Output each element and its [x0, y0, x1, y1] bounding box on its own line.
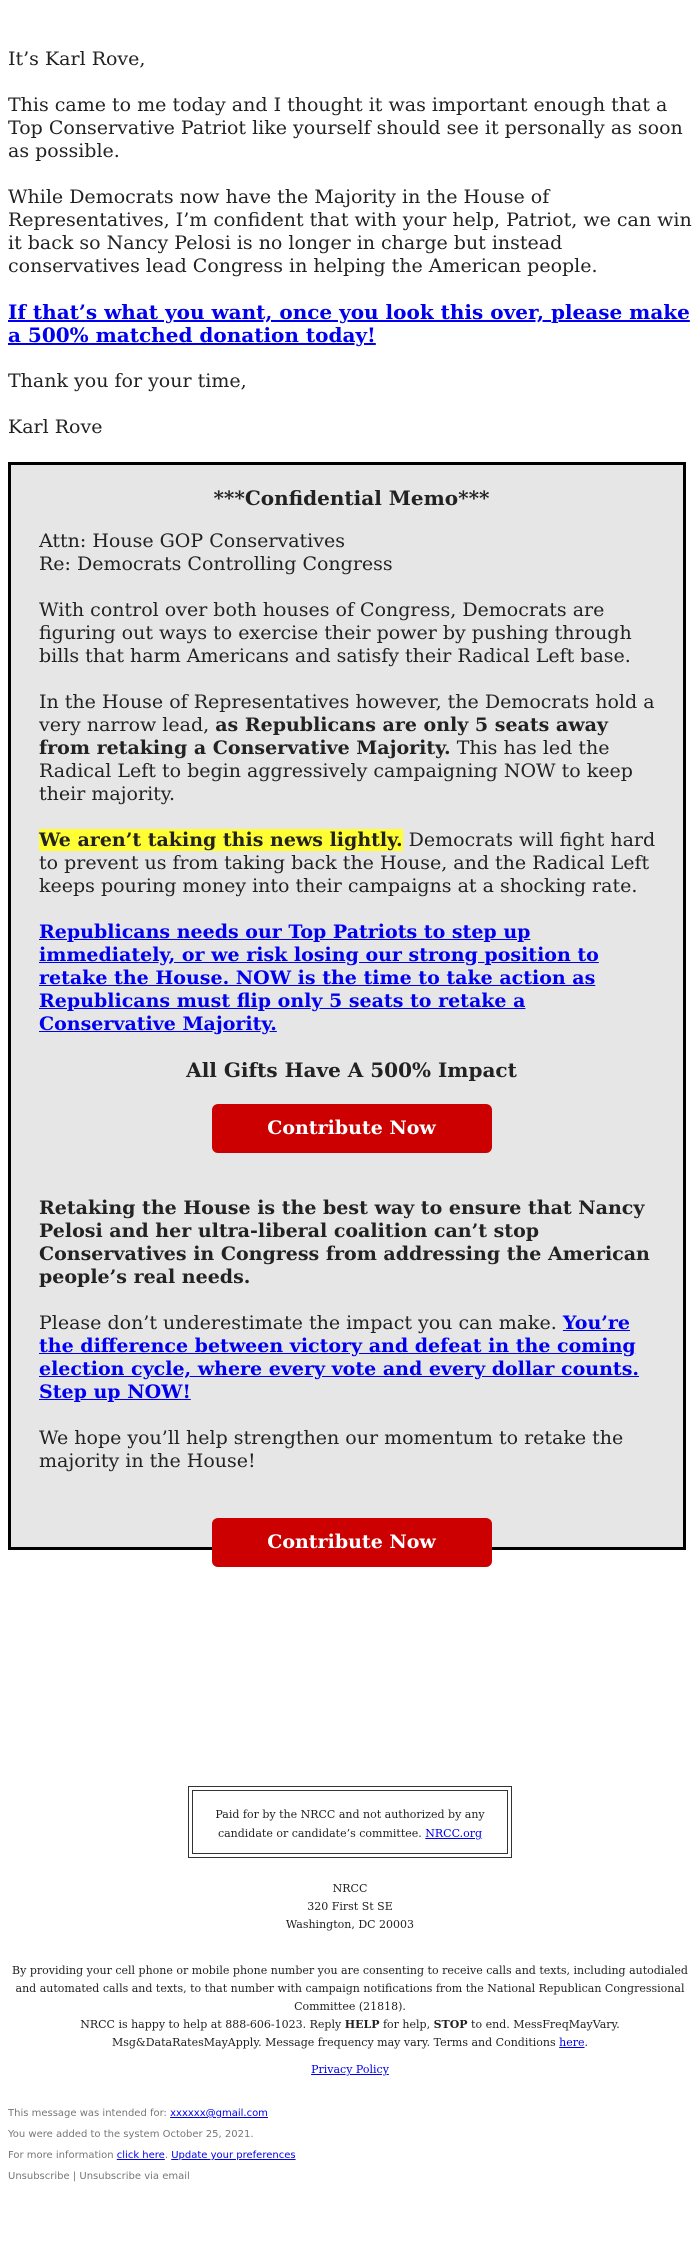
- memo-paragraph-4: Retaking the House is the best way to ensure that Nancy Pelosi and her ultra-liberal coalition can’t stop Conservatives in Congress from addressing the American people’s real needs.: [39, 1197, 650, 1288]
- greeting: It’s Karl Rove,: [8, 48, 146, 70]
- contribute-button[interactable]: Contribute Now: [212, 1104, 492, 1153]
- intro-section: [8, 48, 692, 462]
- impact-heading: All Gifts Have A 500% Impact: [186, 1058, 517, 1082]
- donation-link[interactable]: If that’s what you want, once you look this over, please make a 500% matched donation today!: [8, 300, 690, 347]
- added-date: You were added to the system October 25, 2021.: [8, 2129, 254, 2140]
- privacy-policy-link[interactable]: Privacy Policy: [311, 2063, 389, 2076]
- intro-paragraph-1: This came to me today and I thought it was important enough that a Top Conservative Patriot like yourself should see it personally as soon as possible.: [8, 94, 683, 162]
- memo-paragraph-3: We aren’t taking this news lightly. Democrats will fight hard to prevent us from taking back the House, and the Radical Left keeps pouring money into their campaigns at a shocking rate.: [39, 829, 656, 897]
- memo-action-link[interactable]: Republicans needs our Top Patriots to step up immediately, or we risk losing our strong position to retake the House. NOW is the time to take action as Republicans must flip only 5 seats to retake a Conservative Majority.: [39, 921, 599, 1035]
- nrcc-link[interactable]: NRCC.org: [425, 1827, 483, 1840]
- paid-by-text: Paid for by the NRCC and not authorized by any candidate or candidate’s committee.: [215, 1808, 485, 1840]
- recipient-email-link[interactable]: xxxxxx@gmail.com: [170, 2108, 268, 2119]
- memo-attn: Attn: House GOP Conservatives: [39, 530, 345, 552]
- memo-paragraph-2: In the House of Representatives however, the Democrats hold a very narrow lead, as Republicans are only 5 seats away from retaking a Conservative Majority. This has led the Radical Left to begin aggressively campaigning NOW to keep their majority.: [39, 691, 655, 805]
- unsubscribe-links[interactable]: Unsubscribe | Unsubscribe via email: [8, 2171, 190, 2182]
- signature: Karl Rove: [8, 416, 103, 438]
- terms-link[interactable]: here: [559, 2036, 585, 2049]
- email-meta: This message was intended for: xxxxxx@gmail.com You were added to the system October 25, 2021. For more information click here. Update your preferences Unsubscribe | Unsubscribe via email: [8, 2103, 296, 2187]
- confidential-memo: [8, 462, 686, 1553]
- memo-stepup-link[interactable]: You’re the difference between victory and defeat in the coming election cycle, where every vote and every dollar counts. Step up NOW!: [39, 1312, 640, 1403]
- click-here-link[interactable]: click here: [116, 2150, 165, 2161]
- help-text: NRCC is happy to help at 888-606-1023. Reply HELP for help, STOP to end. MessFreqMayVary. Msg&DataRatesMayApply. Message frequency may vary. Terms and Conditions here.: [80, 2018, 620, 2049]
- memo-title: ***Confidential Memo***: [213, 486, 490, 510]
- memo-paragraph-5: Please don’t underestimate the impact you can make. You’re the difference between victory and defeat in the coming election cycle, where every vote and every dollar counts. Step up NOW!: [39, 1312, 640, 1403]
- paid-for-box: [188, 1786, 512, 1858]
- intro-paragraph-2: While Democrats now have the Majority in the House of Representatives, I’m confident that with your help, Patriot, we can win it back so Nancy Pelosi is no longer in charge but instead conservatives lead Congress in helping the American people.: [8, 186, 692, 277]
- consent-text: By providing your cell phone or mobile phone number you are consenting to receive calls and texts, including autodialed and automated calls and texts, to that number with campaign notifications from the National Republican Congressional Committee (21818).: [12, 1964, 688, 2013]
- thanks-text: Thank you for your time,: [8, 370, 247, 392]
- highlight-text: We aren’t taking this news lightly.: [39, 829, 403, 851]
- memo-paragraph-6: We hope you’ll help strengthen our momentum to retake the majority in the House!: [39, 1427, 624, 1472]
- update-preferences-link[interactable]: Update your preferences: [171, 2150, 296, 2161]
- contribute-button-2[interactable]: Contribute Now: [212, 1518, 492, 1567]
- mailing-address: NRCC 320 First St SE Washington, DC 20003: [285, 1882, 415, 1931]
- memo-re: Re: Democrats Controlling Congress: [39, 553, 393, 575]
- memo-paragraph-1: With control over both houses of Congress, Democrats are figuring out ways to exercise their power by pushing through bills that harm Americans and satisfy their Radical Left base.: [39, 599, 632, 667]
